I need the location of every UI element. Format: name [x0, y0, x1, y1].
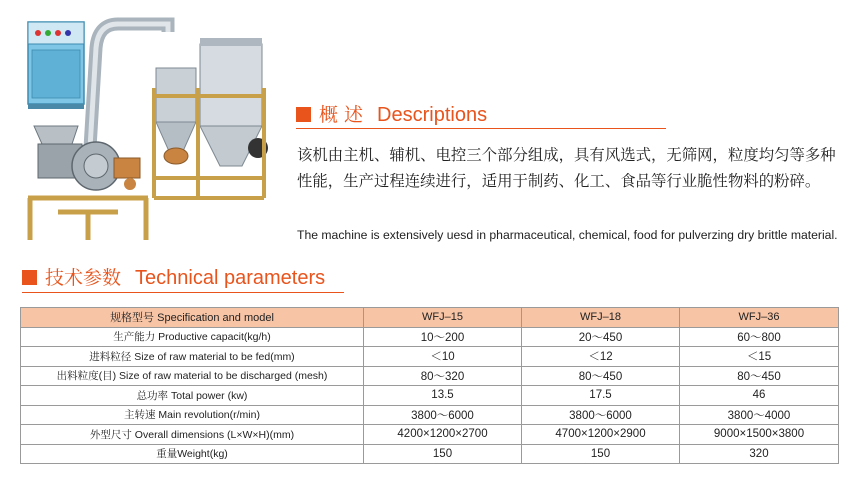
table-header-cell: WFJ–18: [522, 308, 680, 328]
table-cell: 20～450: [522, 327, 680, 347]
table-cell: 3800～6000: [522, 405, 680, 425]
table-cell: 3800～6000: [364, 405, 522, 425]
row-label: 总功率 Total power (kw): [21, 386, 364, 406]
descriptions-heading-en: Descriptions: [377, 104, 488, 126]
table-row: [21, 347, 839, 367]
technical-heading-cn: 技术参数: [45, 267, 122, 289]
table-cell: 80～320: [364, 366, 522, 386]
table-cell: 17.5: [522, 386, 680, 406]
table-header-row: [21, 308, 839, 328]
row-label: 主转速 Main revolution(r/min): [21, 405, 364, 425]
descriptions-divider: [296, 128, 666, 129]
technical-divider: [22, 292, 344, 293]
technical-heading: [22, 267, 325, 289]
row-label: 生产能力 Productive capacit(kg/h): [21, 327, 364, 347]
table-header-cell: WFJ–15: [364, 308, 522, 328]
orange-square-icon: [22, 270, 37, 285]
table-cell: ＜15: [680, 347, 839, 367]
table-row: [21, 405, 839, 425]
descriptions-heading-cn: 概 述: [319, 104, 364, 126]
table-row: [21, 444, 839, 464]
table-cell: 150: [522, 444, 680, 464]
table-header-cell: WFJ–36: [680, 308, 839, 328]
row-label: 重量Weight(kg): [21, 444, 364, 464]
control-cabinet: [28, 22, 84, 109]
dust-collector: [200, 38, 268, 166]
technical-heading-en: Technical parameters: [135, 267, 326, 289]
table-cell: ＜12: [522, 347, 680, 367]
base-frame: [28, 198, 148, 240]
cyclone-separator: [156, 68, 196, 164]
row-label: 进料粒径 Size of raw material to be fed(mm): [21, 347, 364, 367]
description-text-en: The machine is extensively uesd in pharmaceutical, chemical, food for pulverzing dry brittle material.: [297, 228, 838, 242]
machine-illustration: [18, 8, 276, 258]
table-cell: 46: [680, 386, 839, 406]
descriptions-heading: [296, 104, 487, 126]
table-cell: 60～800: [680, 327, 839, 347]
table-cell: 10～200: [364, 327, 522, 347]
table-cell: ＜10: [364, 347, 522, 367]
orange-square-icon: [296, 107, 311, 122]
row-label: 出料粒度(目) Size of raw material to be discharged (mesh): [21, 366, 364, 386]
table-row: [21, 366, 839, 386]
table-cell: 4700×1200×2900: [522, 425, 680, 445]
table-header-cell: 规格型号 Specification and model: [21, 308, 364, 328]
specification-table: [20, 307, 839, 464]
table-cell: 80～450: [680, 366, 839, 386]
table-cell: 80～450: [522, 366, 680, 386]
table-row: [21, 386, 839, 406]
table-cell: 9000×1500×3800: [680, 425, 839, 445]
table-row: [21, 425, 839, 445]
table-row: [21, 327, 839, 347]
table-cell: 4200×1200×2700: [364, 425, 522, 445]
table-cell: 150: [364, 444, 522, 464]
table-cell: 3800～4000: [680, 405, 839, 425]
row-label: 外型尺寸 Overall dimensions (L×W×H)(mm): [21, 425, 364, 445]
table-cell: 320: [680, 444, 839, 464]
table-cell: 13.5: [364, 386, 522, 406]
description-text-cn: 该机由主机、辅机、电控三个部分组成，具有风选式，无筛网，粒度均匀等多种性能，生产过程连续进行，适用于制药、化工、食品等行业脆性物料的粉碎。: [297, 146, 836, 190]
